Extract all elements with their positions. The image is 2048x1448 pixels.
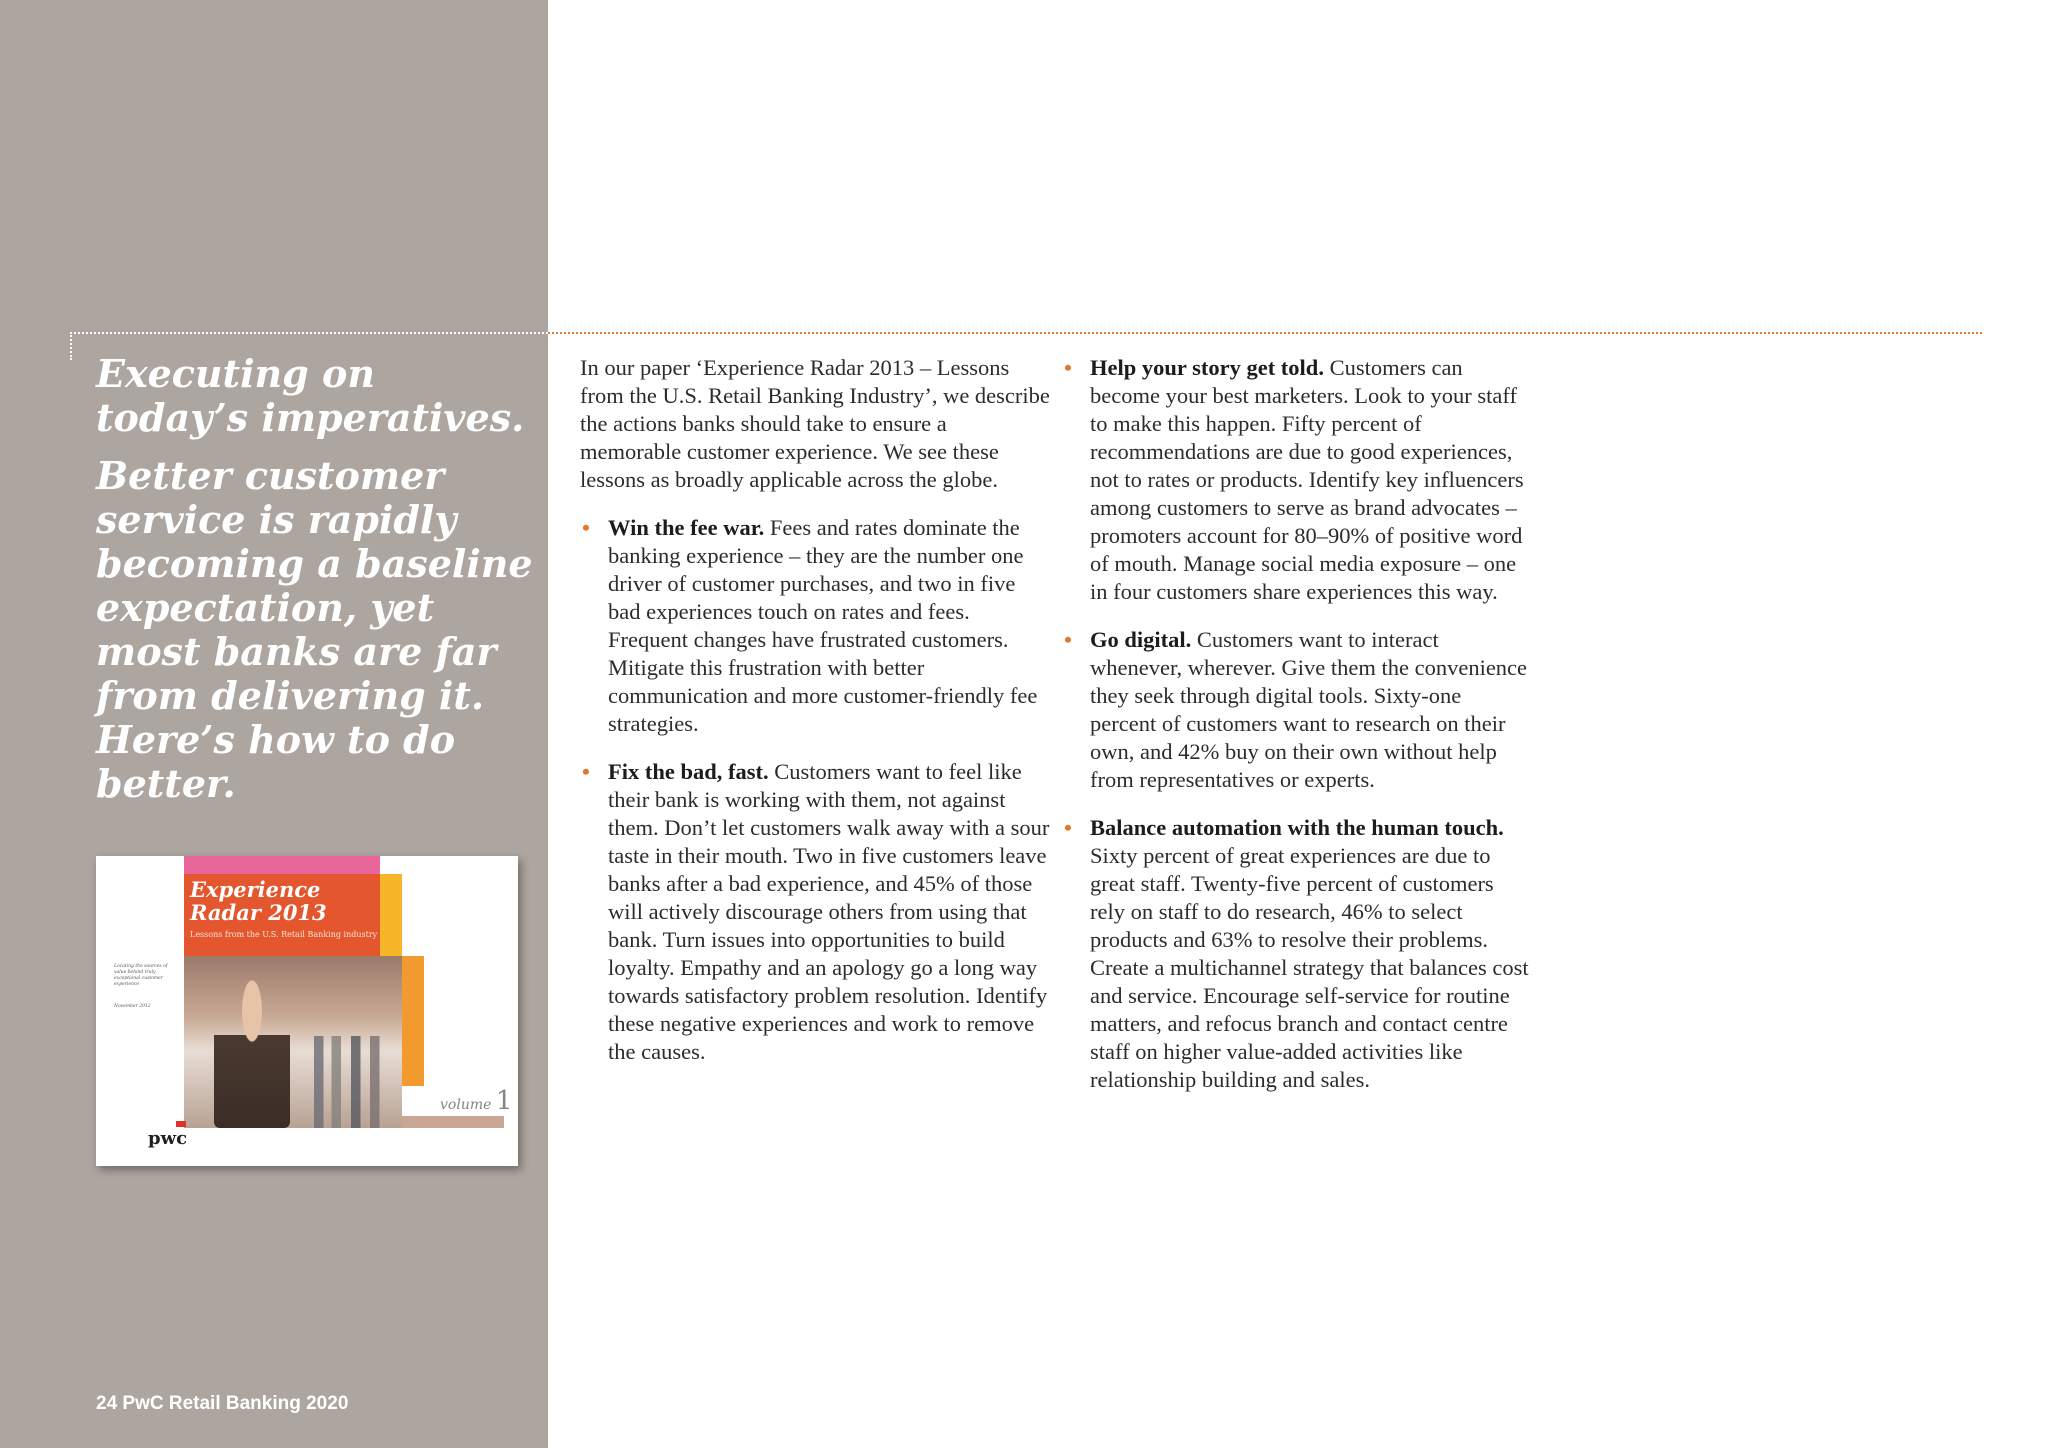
bullet-text: Sixty percent of great experiences are due to great staff. Twenty-five percent of customers rely on staff to do research, 46% to select products and 63% to resolve their problems. Create a multichannel strategy that balances cost and service. Encourage self-service for routine matters, and refocus branch and contact centre staff on higher value-added activities like relationship building and sales. — [1090, 843, 1529, 1092]
cover-volume-label: volume — [440, 1097, 492, 1113]
list-item — [1062, 626, 1532, 794]
report-cover-thumbnail[interactable] — [96, 856, 518, 1166]
pwc-logo: pwc — [148, 1128, 188, 1149]
cover-volume-number: 1 — [495, 1086, 513, 1116]
cover-volume — [440, 1086, 512, 1116]
dotted-divider-tick — [70, 332, 72, 360]
bullet-text: Customers want to feel like their bank is working with them, not against them. Don’t let customers walk away with a sour taste in their mouth. Two in five customers leave banks after a bad experience, and 45% of those will actively discourage others from using that bank. Turn issues into opportunities to build loyalty. Empathy and an apology go a long way towards satisfactory problem resolution. Identify these negative experiences and work to remove the causes. — [608, 759, 1050, 1064]
cover-photo — [184, 956, 402, 1128]
bullet-dot-icon: • — [1064, 355, 1072, 380]
bullet-dot-icon: • — [582, 515, 590, 540]
text-column-2 — [1062, 354, 1532, 1094]
cover-title: Experience Radar 2013 — [190, 877, 327, 925]
cover-orange-strip — [402, 956, 424, 1086]
list-item — [580, 758, 1050, 1066]
bullet-lead: Go digital. — [1090, 627, 1192, 652]
cover-subtitle: Lessons from the U.S. Retail Banking industry — [190, 930, 378, 939]
headline-title: Executing on today’s imperatives. — [96, 351, 525, 440]
dotted-divider-right — [548, 332, 1982, 334]
bullet-list-1 — [580, 514, 1050, 1066]
cover-pink-block — [184, 856, 380, 874]
bullet-dot-icon: • — [1064, 815, 1072, 840]
bullet-text: Fees and rates dominate the banking experience – they are the number one driver of customer purchases, and two in five bad experiences touch on rates and fees. Frequent changes have frustrated customers. Mitigate this frustration with better communication and more customer-friendly fee strategies. — [608, 515, 1038, 736]
list-item — [580, 514, 1050, 738]
intro-paragraph: In our paper ‘Experience Radar 2013 – Lessons from the U.S. Retail Banking Industry’, we describe the actions banks should take to ensure a memorable customer experience. We see these lessons as broadly applicable across the globe. — [580, 355, 1050, 492]
text-column-1 — [580, 354, 1050, 1066]
cover-yellow-block — [380, 874, 402, 956]
bullet-dot-icon: • — [1064, 627, 1072, 652]
bullet-lead: Help your story get told. — [1090, 355, 1324, 380]
cover-date: November 2012 — [114, 1004, 151, 1009]
headline-subtitle: Better customer service is rapidly becoming a baseline expectation, yet most banks are far from delivering it. Here’s how to do better. — [96, 453, 533, 806]
pwc-logo-mark — [176, 1121, 186, 1127]
cover-photo-woman — [214, 978, 290, 1128]
sidebar-headline — [96, 352, 536, 806]
bullet-lead: Fix the bad, fast. — [608, 759, 769, 784]
bullet-text: Customers want to interact whenever, wherever. Give them the convenience they seek through digital tools. Sixty-one percent of customers want to research on their own, and 42% buy on their own without help from representatives or experts. — [1090, 627, 1528, 792]
bullet-lead: Win the fee war. — [608, 515, 765, 540]
dotted-divider-left — [70, 332, 548, 334]
bullet-text: Customers can become your best marketers. Look to your staff to make this happen. Fifty percent of recommendations are due to good experiences, not to rates or products. Identify key influencers among customers to serve as brand advocates – promoters account for 80–90% of positive word of mouth. Manage social media exposure – one in four customers share experiences this way. — [1090, 355, 1524, 604]
cover-side-note: Locating the sources of value behind truly exceptional customer experience — [114, 964, 168, 987]
cover-bottom-bar — [402, 1116, 504, 1128]
bullet-dot-icon: • — [582, 759, 590, 784]
list-item — [1062, 814, 1532, 1094]
bullet-list-2 — [1062, 354, 1532, 1094]
list-item — [1062, 354, 1532, 606]
page-footer: 24 PwC Retail Banking 2020 — [96, 1393, 349, 1414]
bullet-lead: Balance automation with the human touch. — [1090, 815, 1504, 840]
cover-photo-crowd — [314, 1036, 394, 1128]
